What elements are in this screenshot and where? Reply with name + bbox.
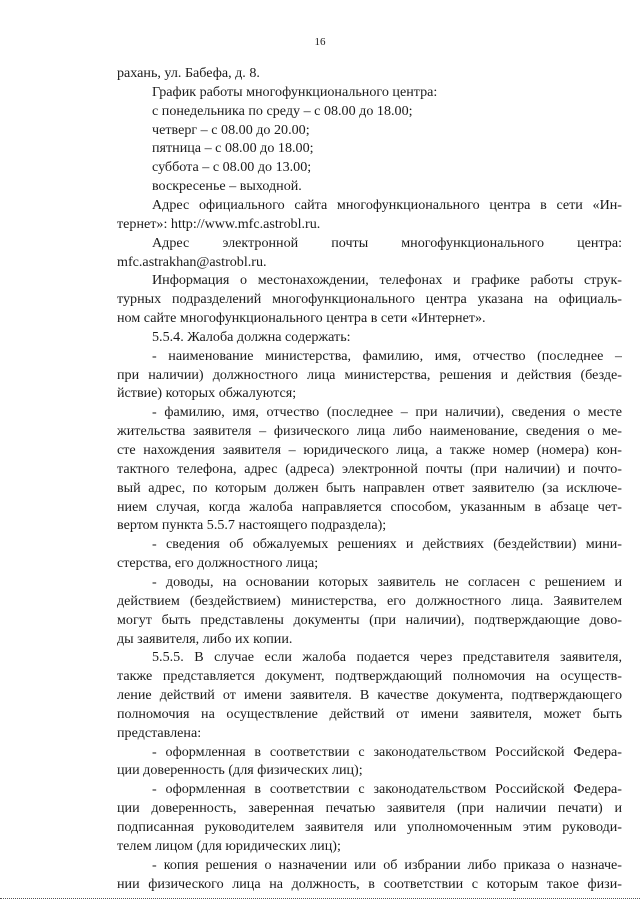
text-line: полномочия на осуществление действий от имени заявителя, может быть [117, 705, 622, 722]
text-line: - оформленная в соответствии с законодательством Российской Федера- [152, 781, 622, 798]
text-line: нии физического лица на должность, в соответствии с которым такое физи- [117, 875, 622, 892]
text-line: йствие) которых обжалуются; [117, 385, 297, 402]
text-line: четверг – с 08.00 до 20.00; [152, 121, 310, 138]
text-line: жительства заявителя – физического лица либо наименование, сведения о ме- [117, 423, 622, 440]
text-line: 5.5.4. Жалоба должна содержать: [152, 328, 351, 345]
text-line: ции доверенность (для физических лиц); [117, 762, 363, 779]
text-line: сте нахождения заявителя – юридического лица, а также номер (номера) кон- [117, 442, 622, 458]
text-line: - доводы, на основании которых заявитель не согласен с решением и [152, 573, 622, 590]
text-line: - оформленная в соответствии с законодательством Российской Федера- [152, 743, 622, 760]
text-line: нием случая, когда жалоба направляется способом, указанным в абзаце чет- [117, 498, 622, 515]
text-line: - фамилию, имя, отчество (последнее – при наличии), сведения о месте [152, 404, 622, 421]
text-line: при наличии) должностного лица министерства, решения и действия (безде- [117, 366, 622, 383]
text-line: турных подразделений многофункционального центра указана на официаль- [117, 291, 622, 308]
text-line: представлена: [117, 724, 202, 741]
text-line: суббота – с 08.00 до 13.00; [152, 159, 312, 176]
text-line: с понедельника по среду – с 08.00 до 18.00; [152, 102, 413, 119]
text-line: Адрес официального сайта многофункционального центра в сети «Ин- [152, 196, 622, 213]
text-line: ции доверенность, заверенная печатью заявителя (при наличии печати) и [117, 800, 622, 817]
text-line: подписанная руководителем заявителя или уполномоченным этим руководи- [117, 819, 622, 835]
text-line: воскресенье – выходной. [152, 178, 302, 195]
text-line: могут быть представлены документы (при наличии), подтверждающие дово- [117, 611, 622, 628]
text-line: тактного телефона, адрес (адреса) электронной почты (при наличии) и почто- [117, 460, 622, 477]
text-line: рахань, ул. Бабефа, д. 8. [117, 65, 260, 81]
text-line: пятница – с 08.00 до 18.00; [152, 140, 314, 157]
text-line: ды заявителя, либо их копии. [117, 630, 293, 647]
text-line: стерства, его должностного лица; [117, 555, 319, 572]
text-line: ном сайте многофункционального центра в сети «Интернет». [117, 310, 486, 327]
text-line: действием (бездействием) министерства, его должностного лица. Заявителем [117, 592, 622, 609]
text-line: - копия решения о назначении или об избрании либо приказа о назначе- [152, 856, 622, 873]
text-line: - наименование министерства, фамилию, имя, отчество (последнее – [152, 347, 622, 364]
text-line: телем лицом (для юридических лиц); [117, 837, 341, 854]
text-line: тернет»: http://www.mfc.astrobl.ru. [117, 215, 321, 232]
text-line: ление действий от имени заявителя. В качестве документа, подтверждающего [117, 687, 622, 704]
text-line: вертом пункта 5.5.7 настоящего подраздела); [117, 517, 387, 534]
text-line: mfc.astrakhan@astrobl.ru. [117, 253, 267, 270]
text-line: 5.5.5. В случае если жалоба подается через представителя заявителя, [152, 649, 622, 666]
text-line: также представляется документ, подтверждающий полномочия на осуществ- [117, 668, 622, 685]
scan-edge-divider [0, 898, 640, 900]
page-number: 16 [314, 36, 326, 48]
text-line: График работы многофункционального центра: [152, 83, 438, 100]
text-line: вый адрес, по которым должен быть направлен ответ заявителю (за исключе- [117, 479, 622, 496]
text-line: - сведения об обжалуемых решениях и действиях (бездействии) мини- [152, 536, 622, 553]
text-line: Информация о местонахождении, телефонах и графике работы струк- [152, 272, 622, 289]
text-line: Адрес электронной почты многофункционального центра: [152, 234, 622, 251]
